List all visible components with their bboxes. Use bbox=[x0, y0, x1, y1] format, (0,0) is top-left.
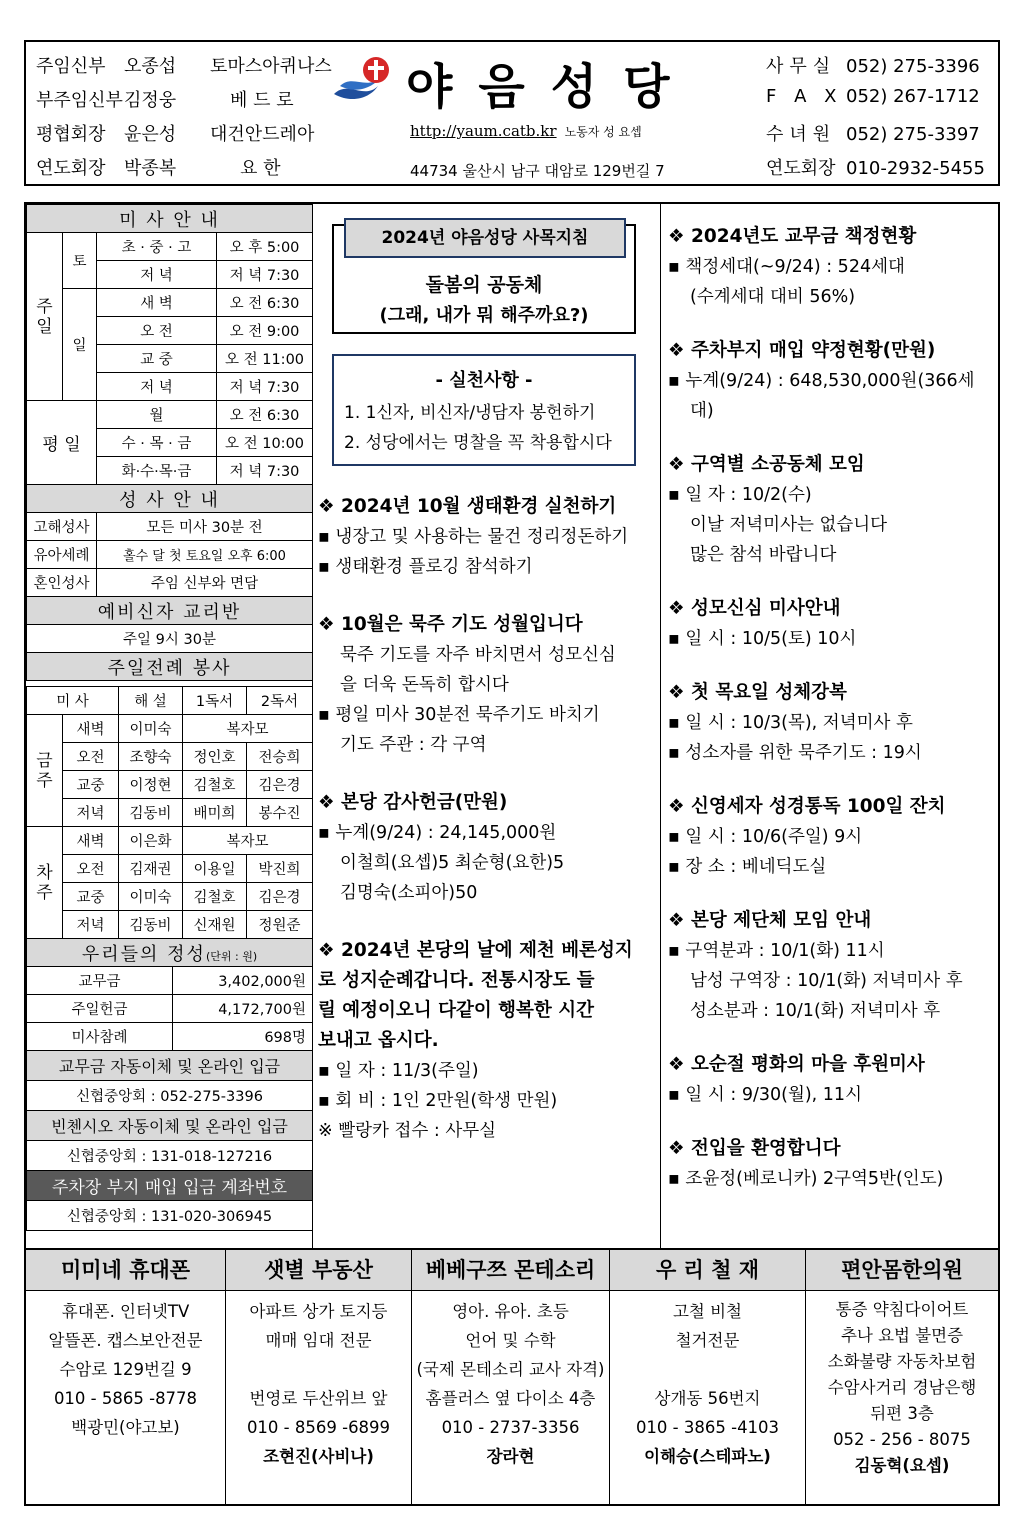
notice-line: ▪ 일 시 : 9/30(월), 11시 bbox=[668, 1085, 862, 1105]
parish-title: 야음성당 bbox=[406, 59, 696, 115]
ad-title: 샛별 부동산 bbox=[226, 1250, 411, 1291]
notice-section bbox=[668, 1050, 998, 1110]
liturgy-title: 주일전례 봉사 bbox=[27, 653, 313, 681]
sun-label: 일 bbox=[63, 289, 97, 401]
notice-heading: ❖ 전입을 환영합니다 bbox=[668, 1138, 841, 1159]
liturgy-table: 미 사 해 설 1독서 2독서 금주 새벽 이미숙 복자모 오전 조향숙 정인호 전승희 교중 이정현 김철호 김은경 저녁 김동비 배미희 봉수진 차주 새벽 이은화 복자모 오전 김재권 이용일 박진희 교중 이미숙 김철호 김은경 저녁 김동비 신재원 정원준 bbox=[26, 686, 313, 939]
notice-heading: ❖ 10월은 묵주 기도 성월입니다 bbox=[318, 614, 583, 635]
patron-saint: 노동자 성 요셉 bbox=[564, 125, 642, 139]
sunday-label: 주일 bbox=[27, 233, 63, 401]
account-value: 신협중앙회 : 052-275-3396 bbox=[27, 1081, 313, 1111]
account-value: 신협중앙회 : 131-020-306945 bbox=[27, 1201, 313, 1231]
notice-line: ▪ 장 소 : 베네딕도실 bbox=[668, 857, 827, 877]
notice-heading: ❖ 2024년도 교무금 책정현황 bbox=[668, 226, 917, 247]
left-info-table: 미 사 안 내 주일 토 초 · 중 · 고 오 후 5:00 저 녁 저 녁 7:30 일 새 벽 오 전 6:30 오 전 오 전 9:00 교 중 오 전 11:00 저 녁 저 녁 7:30 평 일 월 오 전 6:30 수 · 목 · 금 오 전 10:00 화·수·목·금 저 녁 7:30 성 사 안 내 고해성사 모든 미사 30분 전 유아세례 홀수 달 첫 토요일 오후 6:00 혼인성사 주임 신부와 면담 예비신자 교리반 주일 9시 30분 주일전례 봉사 bbox=[26, 204, 313, 681]
ad-line: 010 - 3865 -4103 bbox=[635, 1418, 780, 1437]
ad-line: 백광민(야고보) bbox=[71, 1418, 180, 1437]
notice-heading: ❖ 신영세자 성경통독 100일 잔치 bbox=[668, 796, 946, 817]
notice-line: 로 성지순례갑니다. 전통시장도 들 bbox=[318, 970, 595, 991]
notice-line: 이철희(요셉)5 최순형(요한)5 bbox=[340, 853, 565, 873]
ad-line: 이해승(스테파노) bbox=[644, 1447, 771, 1466]
ad-line: 010 - 8569 -6899 bbox=[246, 1418, 391, 1437]
ad-line: 수암로 129번길 9 bbox=[59, 1360, 192, 1379]
ad-line: 상개동 56번지 bbox=[654, 1389, 761, 1408]
ad-line: 뒤편 3층 bbox=[870, 1404, 934, 1423]
offering-title: 우리들의 정성(단위 : 원) bbox=[27, 939, 313, 967]
notice-heading: ❖ 본당 제단체 모임 안내 bbox=[668, 910, 872, 931]
ad-title: 미미네 휴대폰 bbox=[26, 1250, 225, 1291]
ad-line bbox=[226, 1355, 411, 1384]
notice-section bbox=[668, 222, 998, 312]
this-week-label: 금주 bbox=[27, 715, 63, 827]
notice-line: ▪ 누계(9/24) : 24,145,000원 bbox=[318, 823, 557, 843]
ad-block bbox=[806, 1250, 998, 1506]
parish-address: 44734 울산시 남구 대암로 129번길 7 bbox=[410, 162, 665, 180]
notice-line: 성소분과 : 10/1(화) 저녁미사 후 bbox=[690, 1001, 941, 1021]
ad-line: 소화불량 자동차보험 bbox=[827, 1352, 977, 1371]
staff-row: 주임신부 오종섭 토마스아퀴나스 bbox=[36, 56, 332, 77]
notice-line: ▪ 구역분과 : 10/1(화) 11시 bbox=[668, 941, 885, 961]
notice-section bbox=[668, 336, 998, 426]
contact-row: 수녀원 052) 275-3397 bbox=[766, 124, 980, 145]
ad-block bbox=[610, 1250, 806, 1506]
notice-line: 남성 구역장 : 10/1(화) 저녁미사 후 bbox=[690, 971, 963, 991]
sacrament-title: 성 사 안 내 bbox=[27, 485, 313, 513]
notice-line: ▪ 일 자 : 11/3(주일) bbox=[318, 1061, 479, 1081]
notice-line: ▪ 일 시 : 10/5(토) 10시 bbox=[668, 629, 857, 649]
notice-line: (수계세대 대비 56%) bbox=[690, 287, 856, 307]
mass-schedule-title: 미 사 안 내 bbox=[27, 205, 313, 233]
parish-url-line bbox=[410, 122, 642, 140]
account-value: 신협중앙회 : 131-018-127216 bbox=[27, 1141, 313, 1171]
notice-section bbox=[668, 678, 998, 768]
middle-notices bbox=[318, 492, 658, 1174]
offering-table: 우리들의 정성(단위 : 원) 교무금 3,402,000원 주일헌금 4,172,700원 미사참례 698명 교무금 자동이체 및 온라인 입금 신협중앙회 : 052-275-3396 빈첸시오 자동이체 및 온라인 입금 신협중앙회 : 131-018-127216 주차장 부지 매입 입금 계좌번호 신협중앙회 : 131-020-306945 bbox=[26, 938, 313, 1231]
bulletin-body bbox=[24, 202, 1000, 1506]
notice-line: 을 더욱 돈독히 합시다 bbox=[340, 675, 509, 695]
ad-title: 우 리 철 재 bbox=[610, 1250, 805, 1291]
notice-line: 기도 주관 : 각 구역 bbox=[340, 735, 487, 755]
notice-line: 보내고 옵시다. bbox=[318, 1030, 439, 1051]
bulletin-header bbox=[24, 40, 1000, 186]
ad-line: 010 - 2737-3356 bbox=[441, 1418, 580, 1437]
notice-line: ▪ 조윤정(베로니카) 2구역5반(인도) bbox=[668, 1169, 944, 1189]
ad-line: 통증 약침다이어트 bbox=[835, 1300, 969, 1319]
ad-line: 매매 임대 전문 bbox=[265, 1331, 372, 1350]
notice-heading: ❖ 2024년 10월 생태환경 실천하기 bbox=[318, 496, 617, 517]
next-week-label: 차주 bbox=[27, 827, 63, 939]
account-title: 교무금 자동이체 및 온라인 입금 bbox=[27, 1051, 313, 1081]
notice-section bbox=[318, 788, 658, 908]
notice-heading: ❖ 주차부지 매입 약정현황(만원) bbox=[668, 340, 936, 361]
notice-line: ▪ 회 비 : 1인 2만원(학생 만원) bbox=[318, 1091, 558, 1111]
notice-line: ▪ 냉장고 및 사용하는 물건 정리정돈하기 bbox=[318, 527, 629, 547]
notice-line: ▪ 책정세대(~9/24) : 524세대 bbox=[668, 257, 905, 277]
ad-line: 052 - 256 - 8075 bbox=[833, 1430, 971, 1449]
weekday-label: 평 일 bbox=[27, 401, 97, 485]
notice-section bbox=[668, 792, 998, 882]
notice-line: ※ 빨랑카 접수 : 사무실 bbox=[318, 1121, 497, 1141]
ad-line: 추나 요법 불면증 bbox=[840, 1326, 964, 1345]
ad-line: 홈플러스 옆 다이소 4층 bbox=[425, 1389, 596, 1408]
ad-line bbox=[610, 1355, 805, 1384]
contact-row: F A X 052) 267-1712 bbox=[766, 86, 980, 107]
notice-section bbox=[668, 450, 998, 570]
column-divider bbox=[660, 204, 661, 1248]
account-title: 빈첸시오 자동이체 및 온라인 입금 bbox=[27, 1111, 313, 1141]
notice-line: ▪ 성소자를 위한 묵주기도 : 19시 bbox=[668, 743, 922, 763]
ad-line: 언어 및 수학 bbox=[465, 1331, 556, 1350]
notice-line: 릴 예정이오니 다같이 행복한 시간 bbox=[318, 1000, 594, 1021]
notice-heading: ❖ 본당 감사헌금(만원) bbox=[318, 792, 508, 813]
ad-line: 010 - 5865 -8778 bbox=[53, 1389, 198, 1408]
staff-row: 연도회장 박종복 요 한 bbox=[36, 158, 281, 179]
notice-section bbox=[668, 594, 998, 654]
column-divider bbox=[312, 204, 313, 1248]
ad-line: 아파트 상가 토지등 bbox=[249, 1302, 388, 1321]
notice-line: ▪ 일 자 : 10/2(수) bbox=[668, 485, 812, 505]
notice-line: ▪ 일 시 : 10/3(목), 저녁미사 후 bbox=[668, 713, 913, 733]
notice-section bbox=[318, 610, 658, 760]
contact-row: 사무실 052) 275-3396 bbox=[766, 56, 980, 77]
pastoral-guideline-tab: 2024년 야음성당 사목지침 bbox=[344, 218, 626, 258]
ad-line: 번영로 두산위브 앞 bbox=[249, 1389, 388, 1408]
notice-heading: ❖ 구역별 소공동체 모임 bbox=[668, 454, 865, 475]
notice-line: 김명숙(소피아)50 bbox=[340, 883, 478, 903]
ad-block bbox=[226, 1250, 412, 1506]
notice-heading: ❖ 오순절 평화의 마을 후원미사 bbox=[668, 1054, 925, 1075]
notice-heading: ❖ 첫 목요일 성체강복 bbox=[668, 682, 847, 703]
ad-line: 수암사거리 경남은행 bbox=[827, 1378, 977, 1397]
notice-line: 묵주 기도를 자주 바치면서 성모신심 bbox=[340, 645, 616, 665]
notice-section bbox=[668, 906, 998, 1026]
notice-line: ▪ 일 시 : 10/6(주일) 9시 bbox=[668, 827, 863, 847]
ad-line: 장라현 bbox=[486, 1447, 535, 1466]
notice-section bbox=[318, 936, 658, 1146]
notice-heading: ❖ 성모신심 미사안내 bbox=[668, 598, 841, 619]
pastoral-guideline-box: 돌봄의 공동체 (그래, 내가 뭐 해주까요?) bbox=[332, 224, 636, 334]
notice-heading: ❖ 2024년 본당의 날에 제천 베론성지 bbox=[318, 940, 633, 961]
notice-line: ▪ 누계(9/24) : 648,530,000원(366세대) bbox=[668, 371, 975, 421]
right-notices bbox=[668, 222, 998, 1218]
ad-title: 베베구쯔 몬테소리 bbox=[412, 1250, 609, 1291]
parish-logo bbox=[330, 50, 402, 110]
ad-block bbox=[26, 1250, 226, 1506]
ad-line: 철거전문 bbox=[675, 1331, 740, 1350]
saturday-label: 토 bbox=[63, 233, 97, 289]
notice-line: ▪ 평일 미사 30분전 묵주기도 바치기 bbox=[318, 705, 600, 725]
notice-line: ▪ 생태환경 플로깅 참석하기 bbox=[318, 557, 533, 577]
ad-line: 조현진(사비나) bbox=[263, 1447, 374, 1466]
parish-website-link[interactable]: http://yaum.catb.kr bbox=[410, 122, 557, 140]
catechumen-time: 주일 9시 30분 bbox=[27, 625, 313, 653]
contact-row: 연도회장 010-2932-5455 bbox=[766, 158, 985, 179]
ad-line: 고철 비철 bbox=[672, 1302, 742, 1321]
staff-row: 평협회장 윤은성 대건안드레아 bbox=[36, 124, 315, 145]
notice-line: 이날 저녁미사는 없습니다 bbox=[690, 515, 888, 535]
practice-box: - 실천사항 - 1. 1신자, 비신자/냉담자 봉헌하기 2. 성당에서는 명찰을 꼭 착용합시다 bbox=[332, 354, 636, 466]
notice-section bbox=[668, 1134, 998, 1194]
catechumen-title: 예비신자 교리반 bbox=[27, 597, 313, 625]
ad-line: 알뜰폰. 캡스보안전문 bbox=[48, 1331, 203, 1350]
ad-line: 김동혁(요셉) bbox=[854, 1456, 950, 1475]
ad-title: 편안몸한의원 bbox=[806, 1250, 998, 1291]
ad-block bbox=[412, 1250, 610, 1506]
ad-line: 휴대폰. 인터넷TV bbox=[61, 1302, 190, 1321]
ads-row bbox=[26, 1248, 998, 1506]
ad-line: 영아. 유아. 초등 bbox=[452, 1302, 569, 1321]
notice-section bbox=[318, 492, 658, 582]
ad-line: (국제 몬테소리 교사 자격) bbox=[416, 1360, 605, 1379]
notice-line: 많은 참석 바랍니다 bbox=[690, 545, 837, 565]
staff-row: 부주임신부김정웅 베 드 로 bbox=[36, 90, 294, 111]
account-title: 주차장 부지 매입 입금 계좌번호 bbox=[27, 1171, 313, 1201]
